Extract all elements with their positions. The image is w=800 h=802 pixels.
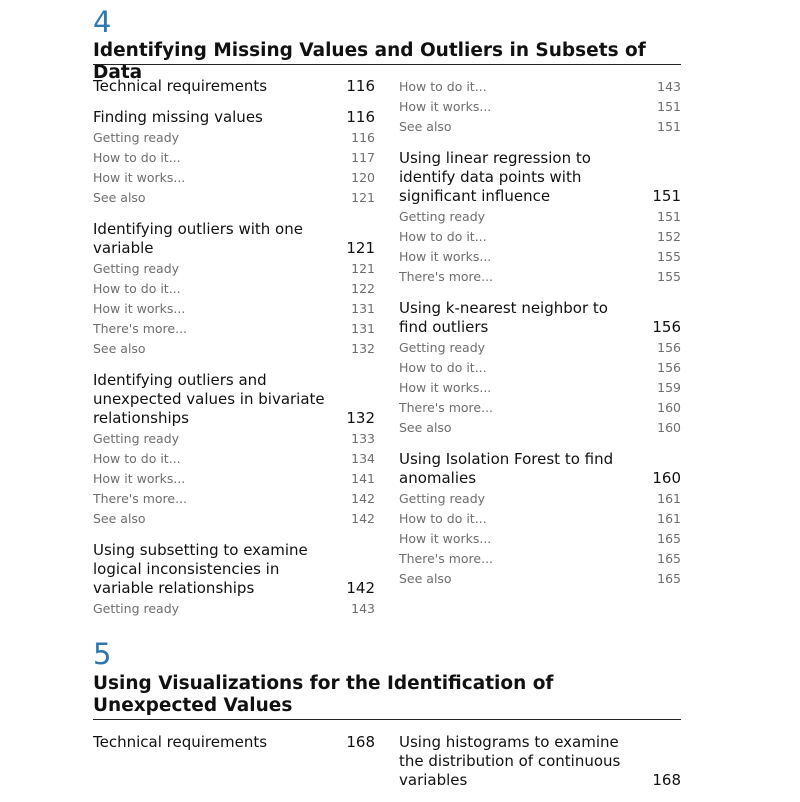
toc-subentry-label: See also [93, 511, 146, 526]
toc-entry-title: Identifying outliers with one variable [93, 220, 303, 257]
chapter-number: 4 [93, 5, 112, 39]
toc-entry-page: 121 [346, 239, 375, 257]
toc-subentry-label: There's more... [399, 400, 494, 415]
toc-subentry-link[interactable] [399, 489, 681, 509]
toc-subentry-link[interactable] [399, 418, 681, 438]
toc-subentry-label: How to do it... [93, 451, 181, 466]
toc-subentry-label: How it works... [399, 531, 492, 546]
toc-subentry-page: 117 [351, 150, 375, 165]
toc-subentry-link[interactable] [399, 529, 681, 549]
toc-subentry-page: 120 [351, 170, 375, 185]
toc-subentry-page: 161 [657, 511, 681, 526]
toc-entry-link[interactable] [399, 299, 681, 337]
toc-subentry-link[interactable] [93, 148, 375, 168]
toc-subentry-label: There's more... [399, 551, 494, 566]
toc-subentry-page: 121 [351, 190, 375, 205]
toc-subentry-label: How to do it... [399, 511, 487, 526]
toc-subentry-page: 143 [657, 79, 681, 94]
chapter-divider [93, 719, 681, 720]
toc-subentry-page: 134 [351, 451, 375, 466]
toc-section [399, 77, 681, 137]
toc-subentry-link[interactable] [399, 267, 681, 287]
toc-subentry-label: How to do it... [93, 281, 181, 296]
toc-subentry-page: 131 [351, 301, 375, 316]
toc-subentry-link[interactable] [399, 227, 681, 247]
toc-section [93, 77, 375, 96]
toc-subentry-link[interactable] [399, 509, 681, 529]
toc-section [93, 108, 375, 208]
toc-subentry-link[interactable] [399, 207, 681, 227]
toc-subentry-link[interactable] [93, 259, 375, 279]
toc-subentry-label: Getting ready [93, 261, 180, 276]
toc-subentry-label: How it works... [93, 170, 186, 185]
toc-entry-title: Using k-nearest neighbor to find outliers [399, 299, 608, 336]
toc-subentry-link[interactable] [93, 429, 375, 449]
toc-subentry-label: There's more... [93, 491, 188, 506]
toc-subentry-page: 151 [657, 119, 681, 134]
toc-subentry-link[interactable] [399, 378, 681, 398]
toc-subentry-page: 151 [657, 99, 681, 114]
toc-subentry-label: How it works... [93, 471, 186, 486]
toc-subentry-label: How to do it... [399, 360, 487, 375]
toc-entry-title: Technical requirements [93, 77, 268, 95]
toc-subentry-link[interactable] [93, 168, 375, 188]
toc-subentry-page: 131 [351, 321, 375, 336]
toc-subentry-page: 122 [351, 281, 375, 296]
toc-subentry-page: 156 [657, 360, 681, 375]
chapter-divider [93, 64, 681, 65]
toc-subentry-link[interactable] [93, 469, 375, 489]
toc-subentry-label: See also [93, 341, 146, 356]
toc-entry-page: 116 [346, 108, 375, 126]
toc-subentry-label: Getting ready [399, 209, 486, 224]
toc-subentry-link[interactable] [399, 117, 681, 137]
toc-entry-page: 168 [346, 733, 375, 751]
toc-subentry-link[interactable] [399, 549, 681, 569]
toc-subentry-label: How it works... [399, 99, 492, 114]
toc-subentry-label: How it works... [399, 249, 492, 264]
toc-subentry-page: 165 [657, 551, 681, 566]
toc-section [93, 220, 375, 359]
toc-subentry-page: 133 [351, 431, 375, 446]
toc-subentry-label: See also [399, 420, 452, 435]
toc-section [399, 149, 681, 287]
toc-subentry-page: 165 [657, 571, 681, 586]
toc-subentry-link[interactable] [93, 188, 375, 208]
toc-section [399, 733, 681, 790]
toc-subentry-link[interactable] [399, 247, 681, 267]
toc-entry-title: Using linear regression to identify data points with significant influence [399, 149, 591, 205]
toc-entry-link[interactable] [93, 220, 375, 258]
toc-section [93, 371, 375, 529]
toc-subentry-page: 155 [657, 249, 681, 264]
toc-subentry-page: 141 [351, 471, 375, 486]
toc-subentry-page: 143 [351, 601, 375, 616]
toc-subentry-label: See also [399, 571, 452, 586]
toc-subentry-page: 132 [351, 341, 375, 356]
toc-entry-page: 142 [346, 579, 375, 597]
toc-subentry-link[interactable] [93, 449, 375, 469]
toc-section [399, 450, 681, 589]
toc-entry-title: Finding missing values [93, 108, 263, 126]
toc-subentry-link[interactable] [399, 569, 681, 589]
toc-subentry-label: Getting ready [399, 340, 486, 355]
chapter-title: Using Visualizations for the Identification of Unexpected Values [93, 673, 554, 716]
toc-entry-title: Technical requirements [93, 733, 268, 751]
toc-subentry-link[interactable] [93, 279, 375, 299]
toc-subentry-link[interactable] [93, 489, 375, 509]
toc-subentry-link[interactable] [399, 358, 681, 378]
toc-subentry-label: See also [399, 119, 452, 134]
toc-entry-page: 160 [652, 469, 681, 487]
toc-subentry-link[interactable] [399, 97, 681, 117]
toc-subentry-page: 161 [657, 491, 681, 506]
toc-entry-page: 156 [652, 318, 681, 336]
toc-subentry-label: See also [93, 190, 146, 205]
toc-entry-title: Identifying outliers and unexpected values in bivariate relationships [93, 371, 325, 427]
toc-subentry-page: 152 [657, 229, 681, 244]
toc-subentry-label: Getting ready [93, 431, 180, 446]
toc-subentry-page: 155 [657, 269, 681, 284]
toc-subentry-link[interactable] [399, 398, 681, 418]
toc-subentry-page: 160 [657, 420, 681, 435]
toc-section [399, 299, 681, 438]
toc-subentry-label: There's more... [399, 269, 494, 284]
toc-subentry-page: 142 [351, 491, 375, 506]
toc-subentry-page: 165 [657, 531, 681, 546]
toc-subentry-page: 121 [351, 261, 375, 276]
toc-entry-title: Using histograms to examine the distribution of continuous variables [399, 733, 621, 789]
chapter-number: 5 [93, 637, 112, 671]
toc-subentry-label: Getting ready [399, 491, 486, 506]
toc-subentry-link[interactable] [399, 338, 681, 358]
toc-subentry-page: 160 [657, 400, 681, 415]
toc-entry-title: Using Isolation Forest to find anomalies [399, 450, 614, 487]
toc-subentry-page: 116 [351, 130, 375, 145]
toc-subentry-label: How it works... [399, 380, 492, 395]
toc-entry-link[interactable] [93, 108, 375, 127]
toc-right-column [399, 733, 681, 802]
toc-left-column [93, 77, 375, 631]
toc-entry-title: Using subsetting to examine logical inconsistencies in variable relationships [93, 541, 308, 597]
toc-subentry-link[interactable] [93, 299, 375, 319]
toc-subentry-page: 142 [351, 511, 375, 526]
toc-subentry-label: How to do it... [399, 79, 487, 94]
toc-entry-page: 132 [346, 409, 375, 427]
toc-left-column [93, 733, 375, 764]
toc-entry-page: 116 [346, 77, 375, 95]
toc-subentry-label: There's more... [93, 321, 188, 336]
toc-entry-page: 168 [652, 771, 681, 789]
toc-entry-link[interactable] [399, 450, 681, 488]
toc-subentry-label: How to do it... [399, 229, 487, 244]
toc-subentry-label: Getting ready [93, 130, 180, 145]
toc-entry-link[interactable] [93, 77, 375, 96]
toc-entry-link[interactable] [399, 149, 681, 206]
toc-subentry-link[interactable] [93, 599, 375, 619]
toc-subentry-link[interactable] [93, 128, 375, 148]
toc-subentry-link[interactable] [399, 77, 681, 97]
toc-subentry-link[interactable] [93, 509, 375, 529]
chapter-title: Identifying Missing Values and Outliers in Subsets of Data [93, 40, 646, 83]
toc-subentry-link[interactable] [93, 319, 375, 339]
toc-subentry-page: 151 [657, 209, 681, 224]
toc-right-column [399, 77, 681, 601]
toc-section [93, 541, 375, 619]
toc-entry-link[interactable] [399, 733, 681, 790]
toc-subentry-page: 159 [657, 380, 681, 395]
toc-subentry-label: How to do it... [93, 150, 181, 165]
toc-section [93, 733, 375, 752]
toc-entry-link[interactable] [93, 541, 375, 598]
toc-entry-link[interactable] [93, 733, 375, 752]
toc-subentry-label: How it works... [93, 301, 186, 316]
toc-subentry-label: Getting ready [93, 601, 180, 616]
toc-entry-link[interactable] [93, 371, 375, 428]
toc-entry-page: 151 [652, 187, 681, 205]
toc-subentry-page: 156 [657, 340, 681, 355]
toc-subentry-link[interactable] [93, 339, 375, 359]
